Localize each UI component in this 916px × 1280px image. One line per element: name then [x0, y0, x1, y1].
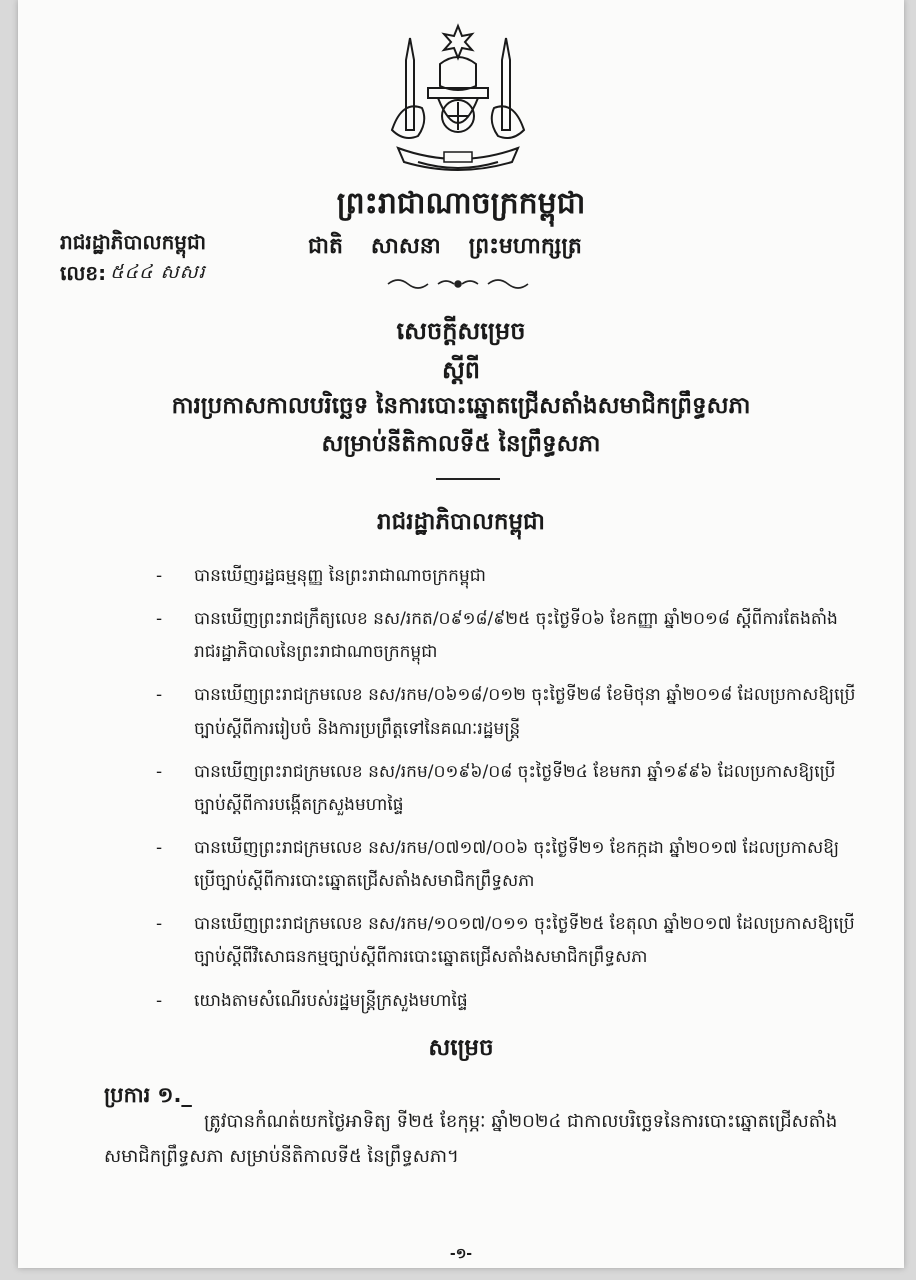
recital-item: - បានឃើញព្រះរាជក្រឹត្យលេខ នស/រកត/០៩១៨/៩២៥ ចុះថ្ងៃទី០៦ ខែកញ្ញា ឆ្នាំ២០១៨ ស្ដីពីការតែងតាំងរាជរដ្ឋាភិបាលនៃព្រះរាជាណាចក្រកម្ពុជា	[156, 609, 838, 663]
recital-text: បានឃើញព្រះរាជក្រមលេខ នស/រកម/០៧១៧/០០៦ ចុះថ្ងៃទី២១ ខែកក្កដា ឆ្នាំ២០១៧ ដែលប្រកាសឱ្យប្រើច្បាប់ស្ដីពីការបោះឆ្នោតជ្រើសតាំងសមាជិកព្រឹទ្ធសភា	[194, 837, 840, 892]
motto-nation: ជាតិ	[308, 234, 343, 259]
recital-item: - បានឃើញរដ្ឋធម្មនុញ្ញ នៃព្រះរាជាណាចក្រកម្ពុជា	[156, 566, 486, 586]
recitals-list	[156, 560, 856, 1028]
motto-king: ព្រះមហាក្សត្រ	[468, 234, 582, 259]
ornament-divider-icon	[378, 274, 538, 294]
recital-item: - យោងតាមសំណើរបស់រដ្ឋមន្ត្រីក្រសួងមហាផ្ទៃ	[156, 990, 468, 1011]
article-label: ប្រការ ១._	[104, 1083, 192, 1107]
national-motto	[308, 232, 638, 264]
document-number	[60, 260, 206, 290]
article-body: ត្រូវបានកំណត់យកថ្ងៃអាទិត្យ ទី២៥ ខែកុម្ភៈ ឆ្នាំ២០២៤ ជាកាលបរិច្ឆេទនៃការបោះឆ្នោតជ្រើសតាំងសមាជិកព្រឹទ្ធសភា សម្រាប់នីតិកាលទី៥ នៃព្រឹទ្ធសភា។	[104, 1111, 838, 1168]
recital-item: - បានឃើញព្រះរាជក្រមលេខ នស/រកម/១០១៧/០១១ ចុះថ្ងៃទី២៥ ខែតុលា ឆ្នាំ២០១៧ ដែលប្រកាសឱ្យប្រើច្បាប់ស្ដីពីវិសោធនកម្មច្បាប់ស្ដីពីការបោះឆ្នោតជ្រើសតាំងសមាជិកព្រឹទ្ធសភា	[156, 914, 855, 968]
recital-text: បានឃើញព្រះរាជក្រមលេខ នស/រកម/០៦១៨/០១២ ចុះថ្ងៃទី២៨ ខែមិថុនា ឆ្នាំ២០១៨ ដែលប្រកាសឱ្យប្រើច្បាប់ស្ដីពីការរៀបចំ និងការប្រព្រឹត្តទៅនៃគណៈរដ្ឋមន្ត្រី	[194, 685, 856, 739]
royal-coat-of-arms-emblem	[378, 20, 538, 180]
recital-item: - បានឃើញព្រះរាជក្រមលេខ នស/រកម/០១៩៦/០៨ ចុះថ្ងៃទី២៤ ខែមករា ឆ្នាំ១៩៩៦ ដែលប្រកាសឱ្យប្រើច្បាប់ស្ដីពីការបង្កើតក្រសួងមហាផ្ទៃ	[156, 761, 836, 815]
issuing-authority-header: រាជរដ្ឋាភិបាលកម្ពុជា	[60, 230, 206, 254]
recital-item: - បានឃើញព្រះរាជក្រមលេខ នស/រកម/០៦១៨/០១២ ចុះថ្ងៃទី២៨ ខែមិថុនា ឆ្នាំ២០១៨ ដែលប្រកាសឱ្យប្រើច្បាប់ស្ដីពីការរៀបចំ និងការប្រព្រឹត្តទៅនៃគណៈរដ្ឋមន្ត្រី	[156, 685, 856, 739]
document-type-title: សេចក្ដីសម្រេច	[396, 317, 526, 345]
document-number-value: ៥៤៤ សសរ	[110, 261, 206, 283]
recital-text: យោងតាមសំណើរបស់រដ្ឋមន្ត្រីក្រសួងមហាផ្ទៃ	[194, 990, 468, 1011]
recital-text: បានឃើញព្រះរាជក្រមលេខ នស/រកម/០១៩៦/០៨ ចុះថ្ងៃទី២៤ ខែមករា ឆ្នាំ១៩៩៦ ដែលប្រកាសឱ្យប្រើច្បាប់ស្ដីពីការបង្កើតក្រសួងមហាផ្ទៃ	[194, 761, 836, 815]
page-number: -១-	[449, 1246, 473, 1262]
kingdom-title: ព្រះរាជាណាចក្រកម្ពុជា	[336, 186, 586, 221]
subject-line-2: សម្រាប់នីតិកាលទី៥ នៃព្រឹទ្ធសភា	[321, 431, 601, 457]
motto-religion: សាសនា	[370, 234, 441, 259]
recital-text: បានឃើញរដ្ឋធម្មនុញ្ញ នៃព្រះរាជាណាចក្រកម្ពុជា	[194, 566, 486, 586]
issuer-heading: រាជរដ្ឋាភិបាលកម្ពុជា	[377, 509, 545, 535]
recital-item: - បានឃើញព្រះរាជក្រមលេខ នស/រកម/០៧១៧/០០៦ ចុះថ្ងៃទី២១ ខែកក្កដា ឆ្នាំ២០១៧ ដែលប្រកាសឱ្យប្រើច្បាប់ស្ដីពីការបោះឆ្នោតជ្រើសតាំងសមាជិកព្រឹទ្ធសភា	[156, 837, 840, 892]
recital-text: បានឃើញព្រះរាជក្រមលេខ នស/រកម/១០១៧/០១១ ចុះថ្ងៃទី២៥ ខែតុលា ឆ្នាំ២០១៧ ដែលប្រកាសឱ្យប្រើច្បាប់ស្ដីពីវិសោធនកម្មច្បាប់ស្ដីពីការបោះឆ្នោតជ្រើសតាំងសមាជិកព្រឹទ្ធសភា	[194, 914, 855, 968]
document-number-label: លេខ:	[60, 261, 107, 285]
decides-heading: សម្រេច	[428, 1035, 494, 1061]
recital-text: បានឃើញព្រះរាជក្រឹត្យលេខ នស/រកត/០៩១៨/៩២៥ ចុះថ្ងៃទី០៦ ខែកញ្ញា ឆ្នាំ២០១៨ ស្ដីពីការតែងតាំងរាជរដ្ឋាភិបាលនៃព្រះរាជាណាចក្រកម្ពុជា	[194, 609, 838, 663]
subject-line-1: ការប្រកាសកាលបរិច្ឆេទ នៃការបោះឆ្នោតជ្រើសតាំងសមាជិកព្រឹទ្ធសភា	[171, 393, 751, 419]
document-page	[18, 0, 904, 1268]
title-divider	[436, 478, 500, 480]
about-heading: ស្ដីពី	[441, 356, 481, 384]
